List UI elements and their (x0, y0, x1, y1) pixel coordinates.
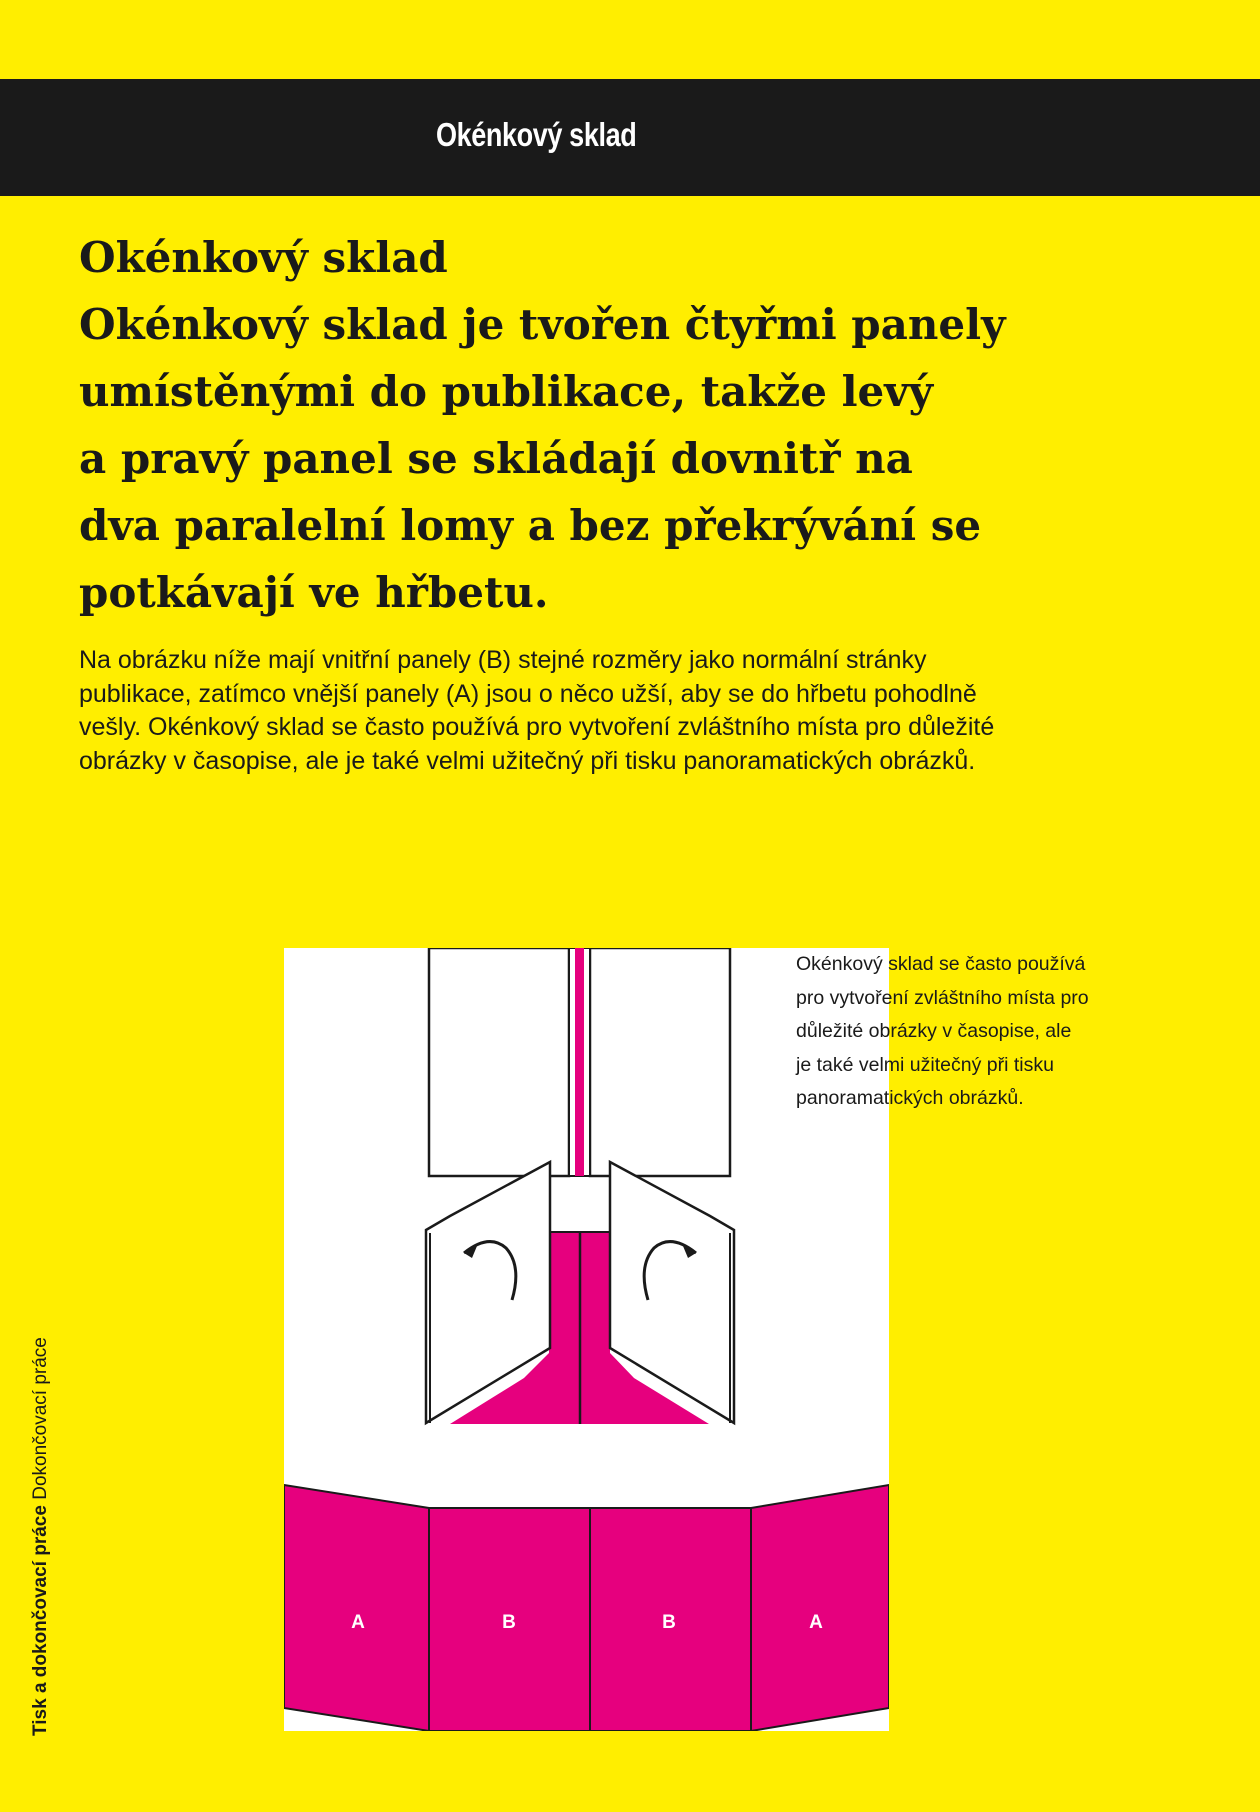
caption-line: důležité obrázky v časopise, ale (796, 1020, 1072, 1042)
spine-magenta (575, 948, 584, 1176)
panel-a-right (751, 1485, 889, 1731)
top-right-panel (590, 948, 730, 1176)
heading-line: Okénkový sklad (79, 233, 448, 282)
panel-a-left (284, 1485, 429, 1731)
panel-label-b-right: B (662, 1612, 676, 1633)
caption-line: Okénkový sklad se často používá (796, 953, 1086, 975)
heading-line: potkávají ve hřbetu. (79, 568, 549, 617)
header-title: Okénkový sklad (436, 116, 637, 153)
caption-line: pro vytvoření zvláštního místa pro (796, 986, 1089, 1009)
side-label-bold: Tisk a dokončovací práce (30, 1505, 51, 1736)
heading-line: umístěnými do publikace, takže levý (79, 367, 934, 416)
panel-label-a-left: A (351, 1612, 365, 1633)
body-line: publikace, zatímco vnější panely (A) jsou o něco užší, aby se do hřbetu pohodlně (79, 679, 977, 708)
body-line: Na obrázku níže mají vnitřní panely (B) stejné rozměry jako normální stránky (79, 646, 927, 674)
caption-line: je také velmi užitečný při tisku (796, 1053, 1054, 1076)
figure-caption (796, 948, 1126, 1116)
panel-label-a-right: A (809, 1612, 823, 1633)
heading-line: Okénkový sklad je tvořen čtyřmi panely (79, 300, 1006, 349)
heading-line: dva paralelní lomy a bez překrývání se (79, 501, 982, 550)
page-heading (79, 224, 1179, 626)
top-left-panel (429, 948, 569, 1176)
panel-label-b-left: B (502, 1612, 516, 1633)
body-paragraph (79, 644, 1119, 778)
caption-line: panoramatických obrázků. (796, 1087, 1024, 1109)
heading-line: a pravý panel se skládají dovnitř na (79, 434, 913, 483)
side-label-regular: Dokončovací práce (30, 1337, 51, 1500)
body-line: obrázky v časopise, ale je také velmi užitečný při tisku panoramatických obrázků. (79, 746, 976, 775)
body-line: vešly. Okénkový sklad se často používá pro vytvoření zvláštního místa pro důležité (79, 713, 995, 741)
side-section-label (30, 1337, 52, 1736)
